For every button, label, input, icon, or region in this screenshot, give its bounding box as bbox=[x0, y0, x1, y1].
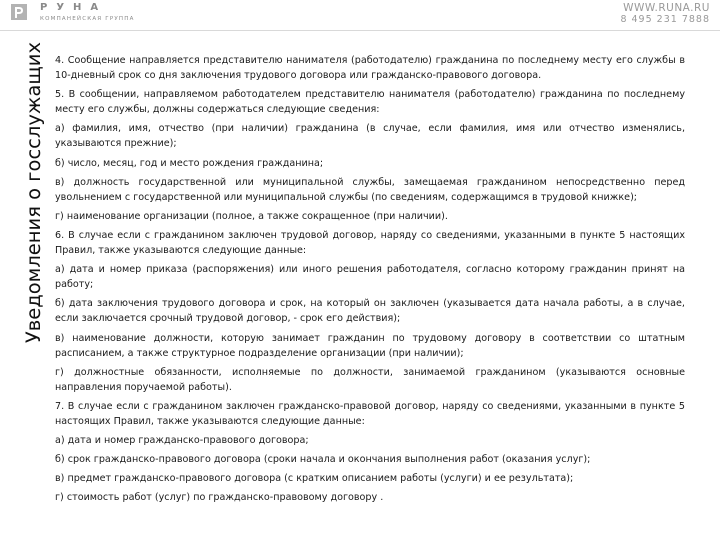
document-body bbox=[55, 53, 685, 537]
paragraph: а) дата и номер приказа (распоряжения) или иного решения работодателя, согласно которому гражданин принят на работу; bbox=[55, 264, 685, 291]
paragraph: б) число, месяц, год и место рождения гражданина; bbox=[55, 157, 324, 169]
paragraph: 7. В случае если с гражданином заключен гражданско-правовой договор, наряду со сведениями, указанными в пункте 5 настоящих Правил, также указываются следующие данные: bbox=[55, 400, 685, 427]
logo-mark-icon bbox=[10, 3, 28, 21]
company-logo bbox=[10, 2, 160, 26]
contact-block bbox=[620, 2, 710, 26]
logo-name: РУНА bbox=[40, 2, 108, 13]
paragraph: г) стоимость работ (услуг) по гражданско-правовому договору . bbox=[55, 492, 384, 504]
phone-number: 8 495 231 7888 bbox=[620, 14, 710, 25]
header-bar bbox=[0, 0, 720, 30]
logo-subtitle: КОМПАНЕЙСКАЯ ГРУППА bbox=[40, 16, 135, 22]
paragraph: в) предмет гражданско-правового договора (с кратким описанием работы (услуги) и ее результата); bbox=[55, 473, 574, 485]
vertical-title-container bbox=[22, 42, 46, 530]
paragraph: 6. В случае если с гражданином заключен трудовой договор, наряду со сведениями, указанными в пункте 5 настоящих Правил, также указываются следующие данные: bbox=[55, 229, 685, 257]
paragraph: в) должность государственной или муниципальной службы, замещаемая гражданином непосредственно перед увольнением с государственной или муниципальной службы (по сведениям, содержащимся в трудовой книжке); bbox=[55, 176, 685, 203]
paragraph: б) срок гражданско-правового договора (сроки начала и окончания выполнения работ (оказания услуг); bbox=[55, 454, 591, 466]
paragraph: 4. Сообщение направляется представителю нанимателя (работодателю) гражданина по последнему месту его службы в 10-дневный срок со дня заключения трудового договора или гражданско-правового договора. bbox=[55, 55, 685, 82]
paragraph: 5. В сообщении, направляемом работодателем представителю нанимателя (работодателю) гражданина по последнему месту его службы, должны содержаться следующие сведения: bbox=[55, 89, 685, 116]
paragraph: а) фамилия, имя, отчество (при наличии) гражданина (в случае, если фамилия, имя или отчество изменялись, указываются прежние); bbox=[55, 123, 685, 150]
paragraph: б) дата заключения трудового договора и срок, на который он заключен (указывается дата начала работы, а в случае, если заключается срочный трудовой договор, - срок его действия); bbox=[55, 298, 685, 325]
paragraph: а) дата и номер гражданско-правового договора; bbox=[55, 435, 309, 447]
header-divider bbox=[0, 30, 720, 31]
paragraph: в) наименование должности, которую занимает гражданин по трудовому договору в соответствии со штатным расписанием, а также структурное подразделение организации (при наличии); bbox=[55, 332, 685, 359]
paragraph: г) наименование организации (полное, а также сокращенное (при наличии). bbox=[55, 210, 448, 222]
paragraph: г) должностные обязанности, исполняемые по должности, занимаемой гражданином (указываются основные направления поручаемой работы). bbox=[55, 366, 685, 393]
slide-title: Уведомления о госслужащих bbox=[22, 42, 45, 344]
website-url: WWW.RUNA.RU bbox=[623, 2, 710, 14]
